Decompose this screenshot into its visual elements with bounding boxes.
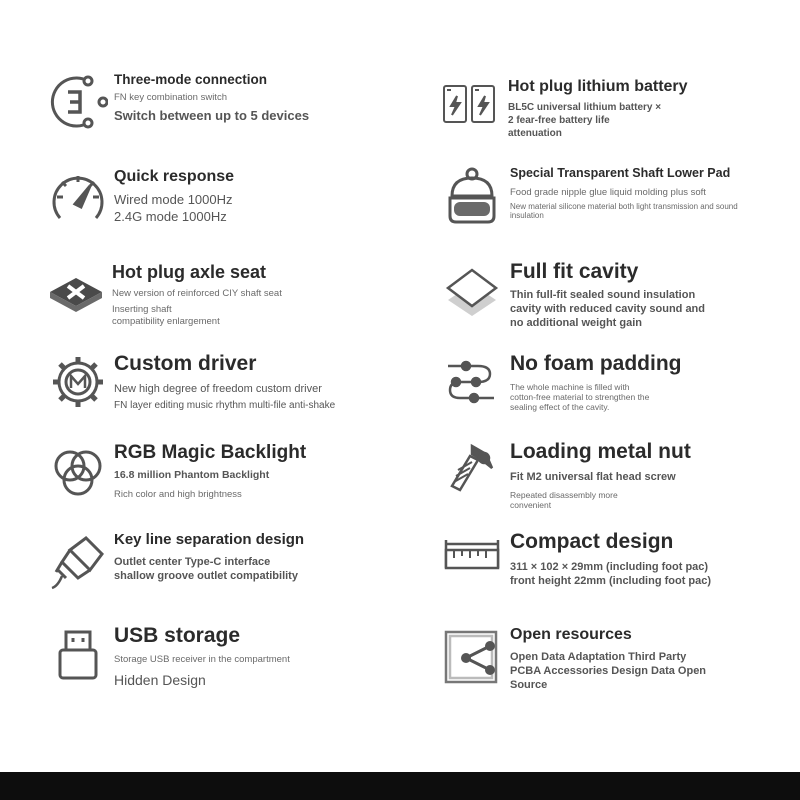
feature-desc-line: Fit M2 universal flat head screw bbox=[510, 470, 676, 483]
axle-seat-icon bbox=[46, 262, 106, 322]
usb-drive-icon bbox=[48, 624, 108, 684]
ruler-icon bbox=[442, 530, 502, 590]
feature-desc-line: The whole machine is filled with bbox=[510, 381, 630, 392]
feature-desc-line: 311 × 102 × 29mm (including foot pac) bbox=[510, 560, 709, 573]
feature-title: Hot plug axle seat bbox=[112, 262, 267, 282]
feature-desc-line: Outlet center Type-C interface bbox=[114, 555, 271, 568]
foam-dots-icon bbox=[442, 352, 502, 412]
feature-desc-line: FN layer editing music rhythm multi-file anti-shake bbox=[114, 399, 336, 411]
feature-desc-line: shallow groove outlet compatibility bbox=[114, 569, 298, 582]
feature-desc-line: no additional weight gain bbox=[510, 316, 642, 329]
feature-title: Full fit cavity bbox=[510, 260, 639, 283]
feature-desc-line: New version of reinforced CIY shaft seat bbox=[112, 288, 282, 300]
rgb-circles-icon bbox=[48, 442, 108, 502]
feature-desc-line: New high degree of freedom custom driver bbox=[114, 382, 322, 395]
feature-title: Key line separation design bbox=[114, 531, 305, 548]
battery-icon bbox=[440, 78, 500, 138]
feature-desc-line: Repeated disassembly more bbox=[510, 489, 618, 500]
feature-desc-line: sealing effect of the cavity. bbox=[510, 401, 610, 412]
feature-desc-line: Thin full-fit sealed sound insulation bbox=[510, 288, 696, 301]
feature-desc-line: Hidden Design bbox=[114, 671, 206, 688]
feature-title: Special Transparent Shaft Lower Pad bbox=[510, 166, 731, 180]
feature-title: Three-mode connection bbox=[114, 72, 268, 87]
three-mode-connection-icon bbox=[48, 72, 108, 132]
feature-desc-line: 2.4G mode 1000Hz bbox=[114, 208, 227, 224]
feature-desc-line: attenuation bbox=[508, 127, 562, 139]
nipple-pad-icon bbox=[442, 166, 502, 226]
feature-desc-line: BL5C universal lithium battery × bbox=[508, 101, 662, 113]
feature-desc-line: Rich color and high brightness bbox=[114, 488, 242, 500]
cavity-layers-icon bbox=[442, 260, 502, 320]
feature-desc-line: 16.8 million Phantom Backlight bbox=[114, 469, 270, 482]
plug-cable-icon bbox=[48, 532, 108, 592]
feature-desc-line: Wired mode 1000Hz bbox=[114, 191, 233, 207]
feature-desc-line: PCBA Accessories Design Data Open bbox=[510, 664, 707, 677]
feature-desc-line: FN key combination switch bbox=[114, 92, 227, 104]
feature-title: RGB Magic Backlight bbox=[114, 442, 307, 463]
feature-desc-line: cavity with reduced cavity sound and bbox=[510, 302, 705, 315]
feature-title: Custom driver bbox=[114, 352, 257, 375]
feature-desc-line: convenient bbox=[510, 499, 552, 510]
feature-desc-line: Food grade nipple glue liquid molding plus soft bbox=[510, 187, 706, 198]
feature-desc-line: front height 22mm (including foot pac) bbox=[510, 574, 712, 587]
feature-desc-line: Source bbox=[510, 679, 548, 692]
gear-m-icon bbox=[48, 352, 108, 412]
feature-title: Quick response bbox=[114, 168, 235, 185]
footer-band bbox=[0, 772, 800, 800]
screw-nut-icon bbox=[442, 440, 502, 500]
feature-title: No foam padding bbox=[510, 352, 682, 375]
feature-desc-line: cotton-free material to strengthen the bbox=[510, 391, 650, 402]
speedometer-icon bbox=[48, 168, 108, 228]
feature-title: Loading metal nut bbox=[510, 440, 691, 463]
feature-desc-line: Inserting shaft compatibility enlargement bbox=[112, 304, 220, 328]
feature-desc-line: Switch between up to 5 devices bbox=[114, 108, 310, 124]
share-icon bbox=[442, 626, 502, 686]
feature-title: Open resources bbox=[510, 626, 632, 643]
feature-title: Compact design bbox=[510, 530, 674, 553]
feature-title: USB storage bbox=[114, 624, 241, 647]
feature-desc-line: Storage USB receiver in the compartment bbox=[114, 653, 290, 665]
feature-title: Hot plug lithium battery bbox=[508, 78, 688, 95]
feature-desc-line: New material silicone material both light transmission and sound insulation bbox=[510, 202, 738, 220]
feature-desc-line: Open Data Adaptation Third Party bbox=[510, 650, 687, 663]
feature-desc-line: 2 fear-free battery life bbox=[508, 114, 610, 126]
